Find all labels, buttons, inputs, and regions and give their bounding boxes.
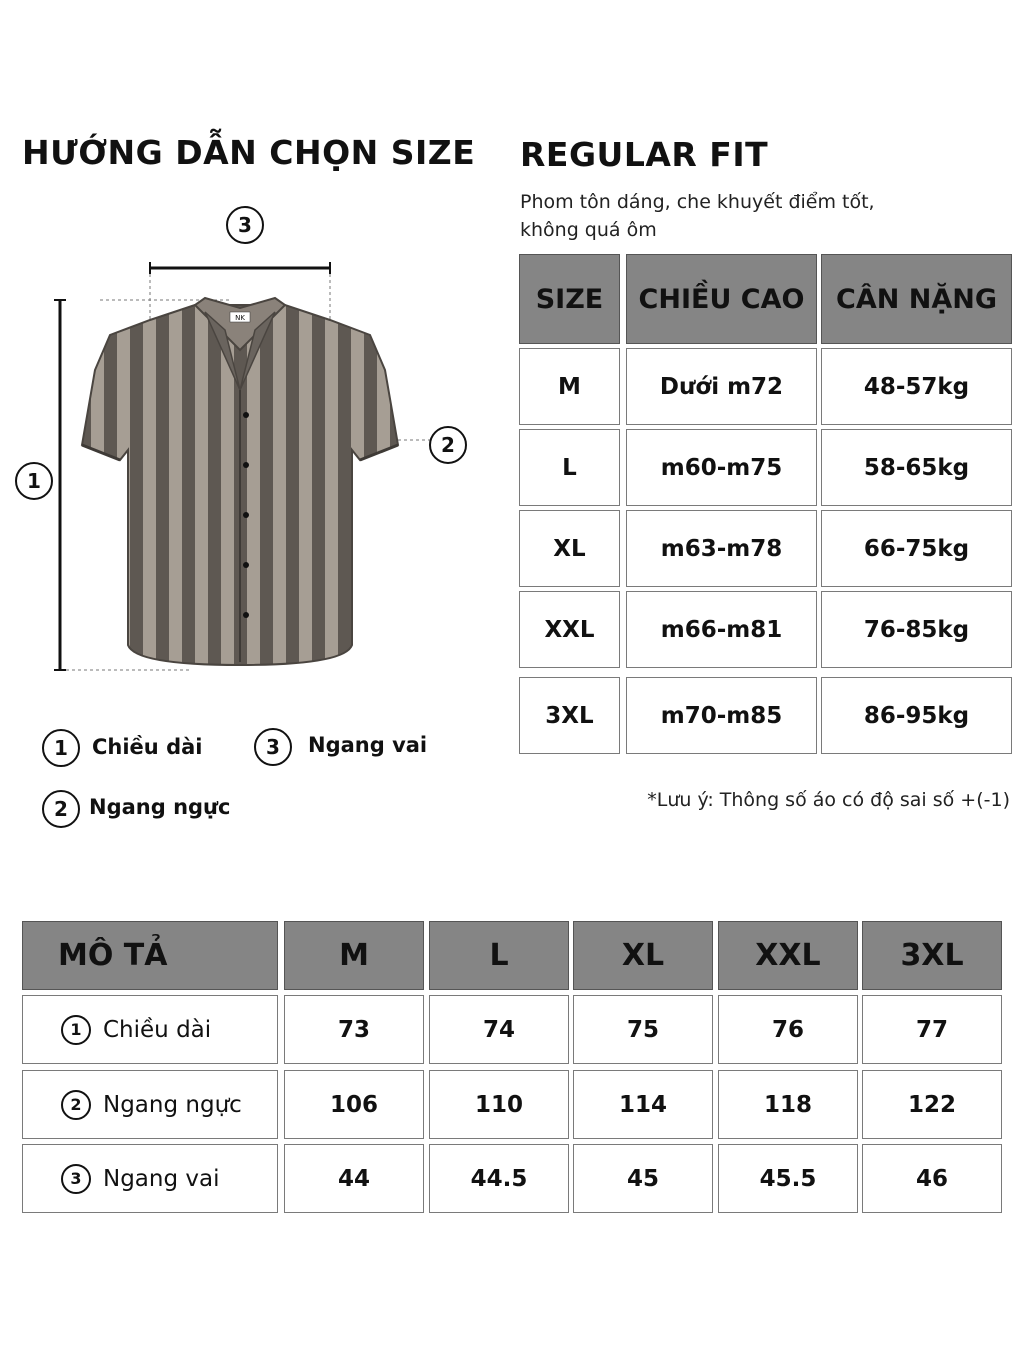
- measure-value: 45.5: [718, 1144, 858, 1213]
- measure-header-description: MÔ TẢ: [22, 921, 278, 990]
- size-cell: M: [519, 348, 620, 425]
- measure-value: 76: [718, 995, 858, 1064]
- measure-header-size: L: [429, 921, 569, 990]
- measure-value: 46: [862, 1144, 1002, 1213]
- legend-shoulder: Ngang vai: [308, 733, 428, 757]
- size-header-weight: CÂN NẶNG: [821, 254, 1012, 344]
- measure-header-size: XXL: [718, 921, 858, 990]
- size-cell: L: [519, 429, 620, 506]
- height-cell: m66-m81: [626, 591, 817, 668]
- shirt-diagram: [0, 190, 500, 700]
- size-cell: XXL: [519, 591, 620, 668]
- legend-chest: Ngang ngực: [89, 795, 231, 819]
- measure-marker: 3: [61, 1164, 91, 1194]
- fit-description-line-2: không quá ôm: [520, 219, 657, 241]
- measure-value: 106: [284, 1070, 424, 1139]
- measure-header-size: XL: [573, 921, 713, 990]
- height-cell: m70-m85: [626, 677, 817, 754]
- legend-marker-length: 1: [42, 729, 80, 767]
- height-cell: Dưới m72: [626, 348, 817, 425]
- measure-marker: 1: [61, 1015, 91, 1045]
- legend-marker-shoulder: 3: [254, 728, 292, 766]
- fit-title: REGULAR FIT: [520, 135, 769, 174]
- size-cell: XL: [519, 510, 620, 587]
- legend-marker-chest: 2: [42, 790, 80, 828]
- measure-label: Ngang ngực: [103, 1091, 242, 1118]
- measure-value: 73: [284, 995, 424, 1064]
- measure-header-size: M: [284, 921, 424, 990]
- weight-cell: 58-65kg: [821, 429, 1012, 506]
- size-cell: 3XL: [519, 677, 620, 754]
- measure-value: 110: [429, 1070, 569, 1139]
- tolerance-note: *Lưu ý: Thông số áo có độ sai số +(-1): [647, 789, 1010, 811]
- weight-cell: 76-85kg: [821, 591, 1012, 668]
- measure-value: 77: [862, 995, 1002, 1064]
- marker-shoulder: 3: [226, 206, 264, 244]
- measure-row-label: [22, 1070, 278, 1139]
- fit-description: [520, 188, 875, 244]
- measure-value: 44.5: [429, 1144, 569, 1213]
- legend-length: Chiều dài: [92, 735, 203, 759]
- measure-value: 118: [718, 1070, 858, 1139]
- measure-value: 74: [429, 995, 569, 1064]
- weight-cell: 66-75kg: [821, 510, 1012, 587]
- measure-label: Ngang vai: [103, 1165, 220, 1192]
- fit-description-line-1: Phom tôn dáng, che khuyết điểm tốt,: [520, 191, 875, 213]
- measure-row-label: [22, 1144, 278, 1213]
- measure-value: 75: [573, 995, 713, 1064]
- height-cell: m63-m78: [626, 510, 817, 587]
- weight-cell: 86-95kg: [821, 677, 1012, 754]
- page-title: HƯỚNG DẪN CHỌN SIZE: [22, 133, 476, 172]
- height-cell: m60-m75: [626, 429, 817, 506]
- size-header-height: CHIỀU CAO: [626, 254, 817, 344]
- weight-cell: 48-57kg: [821, 348, 1012, 425]
- size-header-size: SIZE: [519, 254, 620, 344]
- measure-value: 114: [573, 1070, 713, 1139]
- marker-chest: 2: [429, 426, 467, 464]
- measure-marker: 2: [61, 1090, 91, 1120]
- marker-length: 1: [15, 462, 53, 500]
- measure-value: 44: [284, 1144, 424, 1213]
- measure-value: 122: [862, 1070, 1002, 1139]
- shirt-neck-label: NK: [235, 314, 245, 322]
- measure-header-size: 3XL: [862, 921, 1002, 990]
- measure-label: Chiều dài: [103, 1016, 212, 1043]
- measure-value: 45: [573, 1144, 713, 1213]
- measure-row-label: [22, 995, 278, 1064]
